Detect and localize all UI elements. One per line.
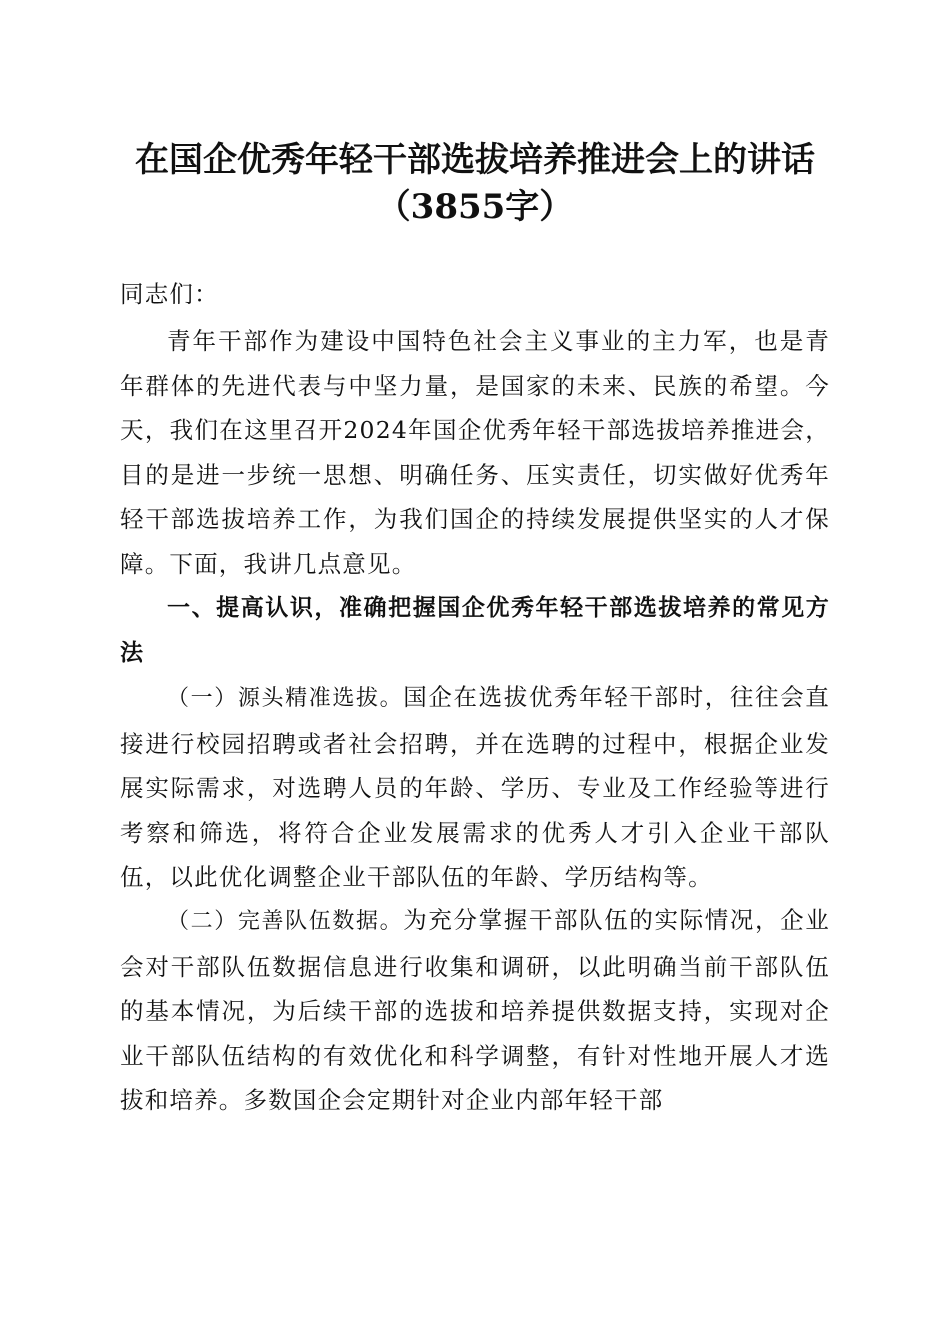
subsection-text-2: 为充分掌握干部队伍的实际情况，企业会对干部队伍数据信息进行收集和调研，以此明确当前干部队伍的基本情况，为后续干部的选拔和培养提供数据支持，实现对企业干部队伍结构的有效优化和科学调整，有针对性地开展人才选拔和培养。多数国企会定期针对企业内部年轻干部 xyxy=(120,906,830,1114)
subsection-paragraph-1 xyxy=(120,675,830,900)
salutation: 同志们： xyxy=(120,280,219,308)
section-heading: 一、提高认识，准确把握国企优秀年轻干部选拔培养的常见方法 xyxy=(120,595,830,666)
subsection-text-1: 国企在选拔优秀年轻干部时，往往会直接进行校园招聘或者社会招聘，并在选聘的过程中，根据企业发展实际需求，对选聘人员的年龄、学历、专业及工作经验等进行考察和筛选，将符合企业发展需求的优秀人才引入企业干部队伍，以此优化调整企业干部队伍的年龄、学历结构等。 xyxy=(120,683,830,891)
document-title: 在国企优秀年轻干部选拔培养推进会上的讲话 xyxy=(135,140,815,180)
document-word-count: （3855字） xyxy=(376,187,574,227)
subsection-lead-1: （一）源头精准选拔。 xyxy=(167,686,404,711)
intro-paragraph: 青年干部作为建设中国特色社会主义事业的主力军，也是青年群体的先进代表与中坚力量，是国家的未来、民族的希望。今天，我们在这里召开2024年国企优秀年轻干部选拔培养推进会，目的是进一步统一思想、明确任务、压实责任，切实做好优秀年轻干部选拔培养工作，为我们国企的持续发展提供坚实的人才保障。下面，我讲几点意见。 xyxy=(120,327,830,578)
subsection-lead-2: （二）完善队伍数据。 xyxy=(167,909,404,934)
subsection-paragraph-2 xyxy=(120,898,830,1123)
